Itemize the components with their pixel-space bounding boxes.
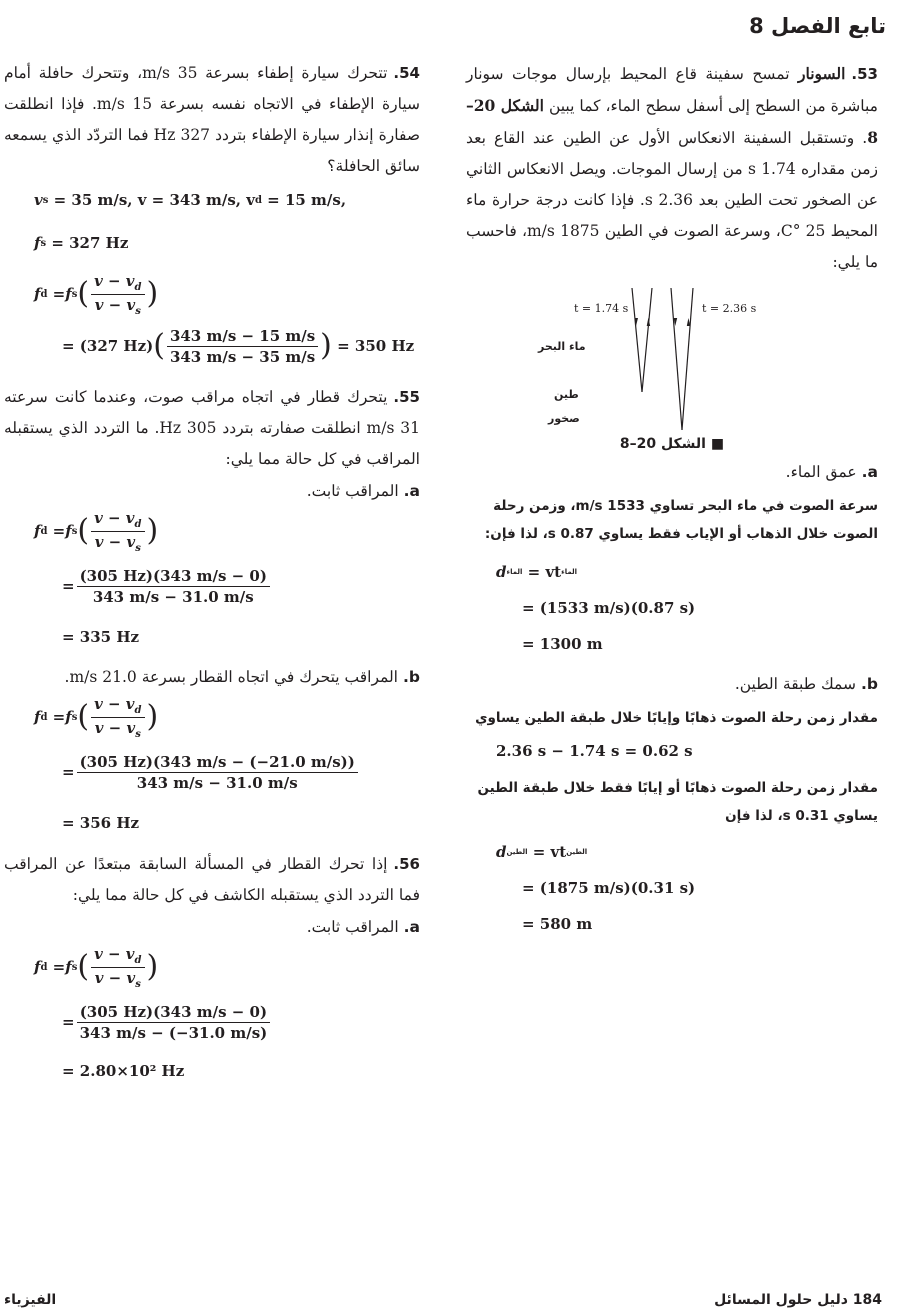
problem-56 [4,849,420,911]
label-sea-water: ماء البحر [538,340,586,353]
source-frequency: = 327 Hz [51,234,129,252]
solution-note: مقدار زمن رحلة الصوت ذهابًا أو إيابًا فقط خلال طبقة الطين يساوي 0.31 s، لذا فإن [477,780,878,824]
problem-text: يتحرك قطار في اتجاه مراقب صوت، وعندما كانت سرعته 31 m/s انطلقت صفارته بتردد 305 Hz. ما التردد الذي يستقبله المراقب في كل حالة مما يلي: [4,388,420,468]
solution-note: مقدار زمن رحلة الصوت ذهابًا وإيابًا خلال طبقة الطين يساوي [475,710,878,726]
given-values-end: = 15 m/s, [267,191,347,209]
numerator: 343 m/s − 15 m/s [167,327,318,347]
part-a [466,458,878,486]
numerator: (305 Hz)(343 m/s − (−21.0 m/s)) [77,753,358,773]
figure-caption: ■ الشكل 20–8 [619,436,725,452]
part-text: المراقب يتحرك في اتجاه القطار بسرعة 21.0 m/s. [64,668,398,686]
problem-55 [4,382,420,475]
equation-result: = 335 Hz [62,628,140,646]
subscript: الطين [566,848,588,856]
footer-subject: الفيزياء [4,1292,57,1308]
label-mud: طين [554,388,579,401]
part-a [4,477,420,505]
column-left [4,58,420,1091]
denominator: 343 m/s − 31.0 m/s [136,773,298,792]
solution-note: سرعة الصوت في ماء البحر تساوي 1533 m/s، وزمن رحلة الصوت خلال الذهاب أو الإياب فقط يساوي 0.87 s، لذا فإن: [484,498,878,542]
equation-line: 2.36 s − 1.74 s = 0.62 s [496,742,693,760]
part-text: المراقب ثابت. [306,482,399,500]
time-label-1: t = 1.74 s [574,302,629,315]
part-label: b. [861,675,878,693]
given-values: = 35 m/s, v = 343 m/s, v [53,191,255,209]
equation-rhs: = vt [527,563,562,581]
part-label: a. [861,463,878,481]
numerator: (305 Hz)(343 m/s − 0) [77,1003,270,1023]
column-right [466,58,878,942]
problem-text-2: . وتستقبل السفينة الانعكاس الأول عن الطين عند القاع بعد زمن مقداره 1.74 s من إرسال الموجات. ويصل الانعكاس الثاني عن الصخور تحت الطين بعد 2.36 s. فإذا كانت درجة حرارة ماء المحيط 25 °C، وسرعة الصوت في الطين 1875 m/s، فاحسب ما يلي: [466,129,878,271]
equation-result: = 1300 m [522,635,603,653]
equation-line: = (1875 m/s)(0.31 s) [522,879,696,897]
part-label: b. [403,668,420,686]
sonar-figure [466,284,878,434]
equation-block: v s = 35 m/s, v = 343 m/s, v d = 15 m/s, f s = 327 Hz f d = f s ( $\frac{v - v_d}{v - v_s}$ ) = (327 Hz) ( $\frac{343 m/s - 15 m/s}{343 m/s - 35 m/s}$ ) = 350 Hz [34,191,415,366]
problem-lead: السونار [798,64,846,83]
problem-54 [4,58,420,182]
part-text: المراقب ثابت. [306,918,399,936]
part-text: عمق الماء. [785,463,857,481]
denominator: 343 m/s − (−31.0 m/s) [79,1023,268,1042]
equation-result: = 356 Hz [62,814,140,832]
denominator: 343 m/s − 35 m/s [169,347,316,366]
equation-block: d الماء = vt الماء = (1533 m/s)(0.87 s) = 1300 m [466,554,878,662]
equation-rhs: = vt [532,843,567,861]
equation-prefix: = (327 Hz) [62,337,154,355]
problem-text: تتحرك سيارة إطفاء بسرعة 35 m/s، وتتحرك حافلة أمام سيارة الإطفاء في الاتجاه نفسه بسرعة 15 m/s. فإذا انطلقت صفارة إنذار سيارة الإطفاء بتردد 327 Hz فما التردّد الذي يسمعه سائق الحافلة؟ [4,64,420,175]
subscript: الماء [561,568,578,576]
problem-number: 56. [393,855,420,873]
label-rock: صخور [548,412,580,425]
sonar-diagram [466,284,878,434]
footer-page-info: 184 دليل حلول المسائل [714,1292,882,1308]
equation-block: f d = f s ( $\frac{v - v_d}{v - v_s}$ ) = $\frac{(305 Hz)(343 m/s - 0)}{343 m/s - 31.0 m/s}$ = 335 Hz [4,505,420,659]
equation-block: f d = f s ( $\frac{v - v_d}{v - v_s}$ ) = $\frac{(305 Hz)(343 m/s - (-21.0 m/s))}{343 m/s - 31.0 m/s}$ = 356 Hz [4,691,420,845]
part-label: a. [403,482,420,500]
subscript: الطين [506,848,528,856]
equation-block: d الطين = vt الطين = (1875 m/s)(0.31 s) = 580 m [466,834,878,942]
equation-result: = 350 Hz [337,337,415,355]
problem-text: تمسح سفينة قاع المحيط بإرسال موجات سونار مباشرة من السطح إلى أسفل سطح الماء، كما يبين [466,65,878,115]
problem-number: 55. [393,388,420,406]
subscript: الماء [506,568,523,576]
problem-number: 53. [851,65,878,83]
chapter-header: تابع الفصل 8 [749,14,886,38]
equation-result: = 2.80×10² Hz [62,1062,185,1080]
part-b [466,670,878,698]
part-label: a. [403,918,420,936]
problem-53 [466,58,878,278]
part-text: سمك طبقة الطين. [734,675,856,693]
part-b [4,663,420,691]
denominator: 343 m/s − 31.0 m/s [92,587,254,606]
problem-number: 54. [393,64,420,82]
figure-reference: الشكل 20–8 [466,96,878,147]
problem-text: إذا تحرك القطار في المسألة السابقة مبتعدًا عن المراقب فما التردد الذي يستقبله الكاشف في كل حالة مما يلي: [4,855,420,904]
numerator: (305 Hz)(343 m/s − 0) [77,567,270,587]
time-label-2: t = 2.36 s [702,302,757,315]
equation-block: f d = f s ( $\frac{v - v_d}{v - v_s}$ ) = $\frac{(305 Hz)(343 m/s - 0)}{343 m/s - (-31.0 m/s)}$ = 2.80×10² Hz [4,941,420,1091]
part-a [4,913,420,941]
equation-result: = 580 m [522,915,593,933]
equation-line: = (1533 m/s)(0.87 s) [522,599,696,617]
